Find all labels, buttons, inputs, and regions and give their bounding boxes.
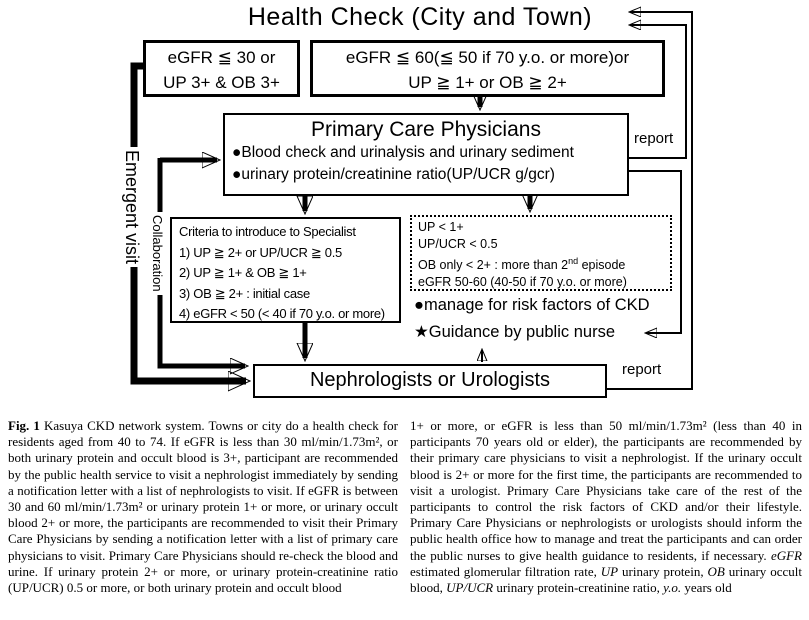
pcp-bullet-text: urinary protein/creatinine ratio(UP/UCR g/gcr) [241, 166, 555, 183]
report-label-nephrologists: report [622, 361, 662, 378]
abbr-term: UP/UCR [446, 580, 494, 596]
moderate-criteria-line1: eGFR ≦ 60(≦ 50 if 70 y.o. or more)or [345, 48, 630, 67]
specialist-criteria-item: 3) OB ≧ 2+ : initial case [179, 285, 310, 301]
public-nurse-guidance-note [414, 322, 615, 342]
caption-left-column [8, 418, 398, 596]
specialist-criteria-item: 4) eGFR < 50 (< 40 if 70 y.o. or more) [179, 306, 385, 321]
star-icon: ★ [414, 323, 429, 341]
moderate-criteria-box [310, 40, 665, 97]
specialist-criteria-box [170, 217, 401, 323]
collaboration-label: Collaboration [150, 212, 165, 295]
abbr-def: estimated glomerular filtration rate, [410, 563, 601, 579]
moderate-criteria-line2: UP ≧ 1+ or OB ≧ 2+ [408, 73, 567, 92]
caption-right-column [410, 418, 802, 596]
bullet-icon: ● [414, 296, 424, 314]
diagram-title: Health Check (City and Town) [247, 3, 593, 31]
followup-criteria-box [410, 215, 672, 291]
followup-line: UP < 1+ [418, 220, 464, 234]
guidance-note-text: Guidance by public nurse [428, 323, 615, 341]
figure-label: Fig. 1 [8, 418, 40, 433]
abbr-term: OB [707, 563, 725, 579]
abbr-term: y.o. [663, 580, 682, 596]
manage-risk-factors-note [414, 296, 650, 315]
specialist-criteria-item: 2) UP ≧ 1+ & OB ≧ 1+ [179, 265, 307, 280]
report-label-pcp: report [634, 130, 674, 147]
severe-criteria-line1: eGFR ≦ 30 or [167, 48, 276, 67]
abbr-term: eGFR [770, 547, 802, 563]
specialist-criteria-item: 1) UP ≧ 2+ or UP/UCR ≧ 0.5 [179, 244, 342, 260]
severe-criteria-box [143, 40, 300, 97]
primary-care-physicians-box [223, 113, 629, 196]
pcp-bullet-up-ucr [225, 164, 627, 186]
pcp-bullet-blood-check [225, 142, 627, 164]
severe-criteria-line2: UP 3+ & OB 3+ [163, 73, 280, 92]
followup-line: eGFR 50-60 (40-50 if 70 y.o. or more) [418, 275, 627, 290]
manage-note-text: manage for risk factors of CKD [423, 296, 650, 314]
abbr-def: urinary occult blood, [410, 563, 802, 596]
caption-right-text: 1+ or more, or eGFR is less than 50 ml/min/1.73m² (less than 40 in participants 70 years old or elder), the participants are recommended by their primary care physicians to visit a nephrologist. If the urinary occult blood is 2+ or more for the first time, the participants are recommended to visit a urologist. Primary Care Physicians take care of the rest of the participants to control the risk factors of CKD and/or their lifestyle. Primary Care Physicians or nephrologists or urologists should inform the public health office how to manage and treat the participants and can order the public nurses to give health guidance to residents, if necessary. [410, 418, 802, 563]
pcp-bullet-text: Blood check and urinalysis and urinary sediment [241, 144, 574, 161]
caption-left-text: Kasuya CKD network system. Towns or city do a health check for residents aged from 40 to 74. If eGFR is less than 30 ml/min/1.73m², or both urinary protein and occult blood is 3+, participant are recommended by the public health service to visit a nephrologist immediately by sending a notification letter with a list of nephrologists to visit. If eGFR is between 30 and 60 ml/min/1.73m² or urinary protein 1+ or more, or urinary occult blood 2+ or more, the participants are recommended to visit their Primary Care Physicians by sending a notification letter with a list of primary care physicians to visit. Primary Care Physicians should re-check the blood and urine. If urinary protein 2+ or more, or urinary protein-creatinine ratio (UP/UCR) 0.5 or more, or both urinary protein and occult blood [8, 418, 398, 596]
abbr-term: UP [600, 563, 619, 579]
followup-line: OB only < 2+ : more than 2nd episode [418, 256, 626, 273]
abbr-def: urinary protein-creatinine ratio, [493, 580, 664, 596]
specialist-criteria-title: Criteria to introduce to Specialist [179, 224, 356, 239]
bullet-icon: ● [232, 166, 242, 183]
abbr-def: years old [681, 580, 732, 596]
nephrologists-urologists-box: Nephrologists or Urologists [253, 364, 607, 398]
abbr-def: urinary protein, [618, 563, 708, 579]
bullet-icon: ● [232, 144, 242, 161]
emergent-visit-label: Emergent visit [121, 147, 142, 267]
figure-caption [8, 418, 803, 620]
pcp-box-title: Primary Care Physicians [311, 118, 541, 141]
followup-line: UP/UCR < 0.5 [418, 237, 498, 251]
